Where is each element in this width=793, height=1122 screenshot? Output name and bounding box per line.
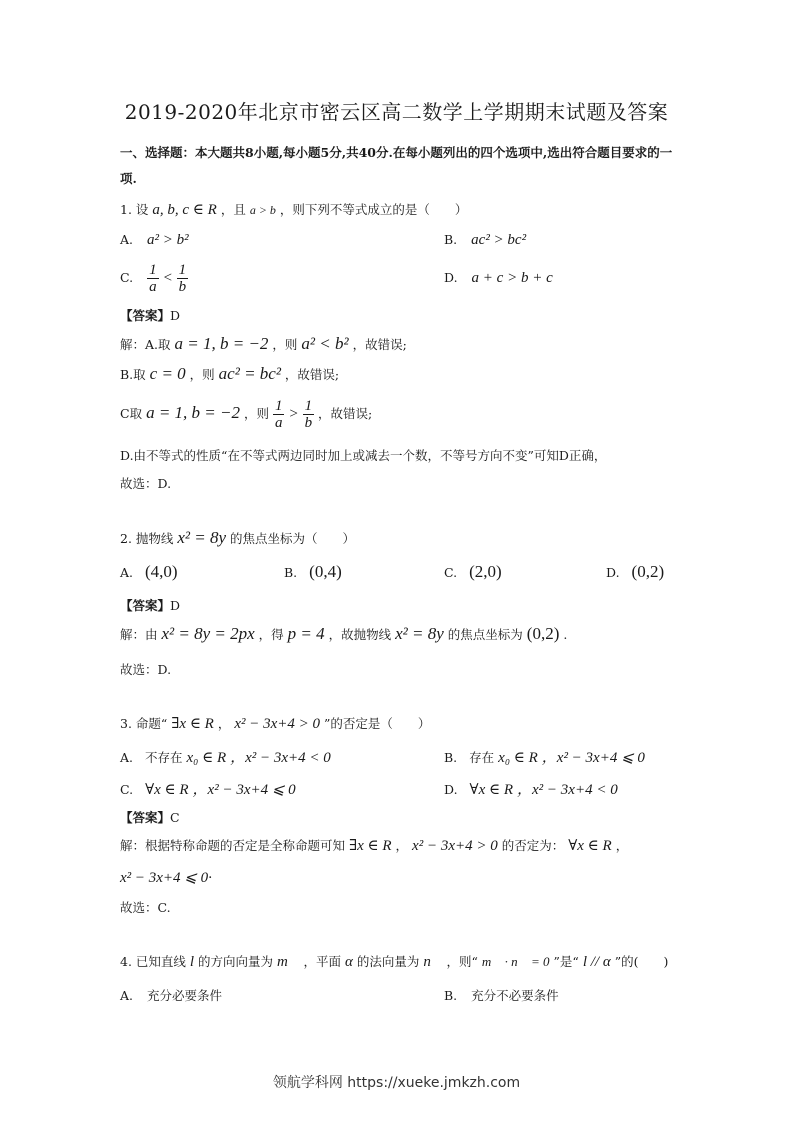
q4-stem-mid4: ，则“ [446,954,478,969]
section-heading: 一、选择题：本大题共8小题,每小题5分,共40分.在每小题列出的四个选项中,选出符合题目要求的一项. [120,145,673,186]
q3-opt-a-math2: ，x² − 3x+4 < 0 [230,750,331,766]
q3-stem-math1: ∃x ∈ R [171,716,214,732]
q3-opt-c-label: C. [120,782,134,797]
q1-opt-c-frac1 [147,262,159,295]
q1-sol1-mid: ，则 [272,337,298,352]
q3-sol-math2: x² − 3x+4 > 0 [412,838,498,854]
q1-opt-b-text: ac² > bc² [471,232,527,248]
q1-answer-value: D [170,308,181,323]
q1-sol1-math2: a² < b² [301,334,349,353]
q3-opt-d-label: D. [444,782,458,797]
q1-solution-a [120,334,407,354]
q3-option-d [444,778,618,799]
q3-option-a [120,746,331,767]
q1-opt-c-den1: a [149,279,157,295]
q3-stem-end: ”的否定是（ ） [324,716,431,731]
q1-opt-c-num1: 1 [149,262,157,278]
q1-sol2-prefix: B.取 [120,367,146,382]
q2-opt-c-label: C. [444,565,458,580]
q2-sol-end: . [563,627,568,642]
q1-sol1-math1: a = 1, b = −2 [174,334,269,353]
q2-stem-end: 的焦点坐标为（ ） [230,531,356,546]
q2-option-d [606,562,664,582]
q4-option-a [120,986,222,1004]
q1-sol1-prefix: 解：A.取 [120,337,171,352]
q3-solution [120,836,628,855]
q2-sol-mid1: ，得 [258,627,284,642]
q3-opt-a-text: 不存在 [145,750,183,765]
q3-opt-d-math2: ，x² − 3x+4 < 0 [517,782,618,798]
q1-sol3-num1: 1 [274,398,283,414]
q2-sol-math1: x² = 8y = 2px [161,624,255,643]
q1-opt-c-label: C. [120,270,134,285]
q2-opt-d-label: D. [606,565,620,580]
q1-option-d [444,270,553,287]
q4-stem-l: l [189,954,195,970]
q3-opt-b-math2: ，x² − 3x+4 ⩽ 0 [541,750,645,766]
q1-sol2-math1: c = 0 [149,364,186,383]
q3-opt-b-text: 存在 [469,750,495,765]
q4-stem-end: ”的( ) [614,954,669,969]
q1-option-a [120,232,189,249]
q2-opt-a-text: (4,0) [145,562,178,581]
q1-solution-c [120,398,372,431]
q3-conclusion: 故选：C. [120,900,171,915]
q1-solution-b [120,364,339,384]
page-footer: 领航学科网 https://xueke.jmkzh.com [272,1075,521,1091]
q3-sol-prefix: 解：根据特称命题的否定是全称命题可知 [120,838,346,853]
q2-opt-b-text: (0,4) [309,562,342,581]
q2-sol-math3: x² = 8y [395,624,444,643]
q3-option-c [120,778,296,799]
q2-option-b [284,562,342,582]
q2-option-c [444,562,502,582]
q1-opt-c-den2: b [178,279,187,295]
q1-opt-c-op: < [162,270,173,286]
q1-sol3-frac1 [273,398,285,431]
q3-answer-value: C [170,810,180,825]
q2-opt-b-label: B. [284,565,298,580]
q2-sol-prefix: 解：由 [120,627,158,642]
q4-stem-prefix: 4. 已知直线 [120,954,186,969]
q2-answer-value: D [170,598,181,613]
q3-sol-math3: ∀x ∈ R [568,838,612,854]
q3-stem-prefix: 3. 命题“ [120,716,168,731]
q2-sol-math2: p = 4 [287,624,325,643]
answer-label: 【答案】 [120,308,171,323]
q4-stem-m: m⃗ [277,954,300,970]
q1-sol2-math2: ac² = bc² [218,364,281,383]
q1-sol3-den2: b [304,415,313,431]
q2-stem-prefix: 2. 抛物线 [120,531,174,546]
q1-sol2-end: ，故错误; [284,367,340,382]
q3-answer [120,808,180,826]
q3-opt-b-math1: x₀ ∈ R [498,750,538,766]
question-1-stem [120,200,467,219]
q1-solution-d: D.由不等式的性质“在不等式两边同时加上或减去一个数，不等号方向不变”可知D正确， [120,448,607,463]
q2-sol-mid2: ，故抛物线 [328,627,392,642]
q1-answer [120,306,180,324]
q2-opt-c-text: (2,0) [469,562,502,581]
page-title: 2019-2020年北京市密云区高二数学上学期期末试题及答案 [124,100,669,124]
q1-stem-prefix: 1. 设 [120,202,149,217]
q2-sol-mid3: 的焦点坐标为 [447,627,523,642]
q1-sol1-end: ，故错误; [352,337,407,352]
q1-opt-a-text: a² > b² [147,232,189,248]
q1-sol3-num2: 1 [304,398,313,414]
q4-opt-b-text: 充分不必要条件 [471,988,559,1003]
q1-opt-c-num2: 1 [178,262,187,278]
q3-opt-c-math2: ，x² − 3x+4 ⩽ 0 [192,782,296,798]
q4-stem-n: n⃗ [423,954,443,970]
q4-stem-mid3: 的法向量为 [356,954,420,969]
q1-sol3-den1: a [274,415,283,431]
q3-opt-b-label: B. [444,750,458,765]
question-3-stem [120,714,430,733]
q1-conclusion: 故选：D. [120,476,172,491]
q3-opt-d-math1: ∀x ∈ R [469,782,514,798]
q1-sol3-prefix: C取 [120,406,143,421]
q4-stem-mid1: 的方向向量为 [198,954,274,969]
q4-opt-a-label: A. [120,988,134,1003]
q4-stem-math1: m⃗ · n⃗ = 0 [481,954,550,969]
q3-stem-mid: ， [217,716,231,731]
question-4-stem [120,952,668,971]
q1-stem-vars: a, b, c ∈ R [152,202,217,218]
q2-opt-d-text: (0,2) [631,562,665,581]
q4-opt-a-text: 充分必要条件 [147,988,223,1003]
q1-opt-d-label: D. [444,270,458,285]
q2-stem-math: x² = 8y [177,528,227,547]
q1-sol3-op: > [288,406,299,422]
q4-stem-mid5: ”是“ [553,954,579,969]
q1-sol3-end: ，故错误; [318,406,373,421]
q1-opt-c-frac2 [177,262,189,295]
q3-opt-a-math1: x₀ ∈ R [186,750,227,766]
q2-solution [120,624,567,644]
q2-opt-a-label: A. [120,565,134,580]
q3-opt-c-math1: ∀x ∈ R [145,782,189,798]
q1-stem-mid: ，且 [220,202,246,217]
q1-option-b [444,232,526,249]
q4-opt-b-label: B. [444,988,458,1003]
q3-sol-mid2: 的否定为： [501,838,565,853]
q1-sol3-frac2 [303,398,315,431]
q4-stem-alpha: α [345,954,353,970]
q4-stem-math2: l // α [582,954,611,970]
q1-sol3-mid: ，则 [243,406,269,421]
question-2-stem [120,528,355,548]
q1-opt-a-label: A. [120,232,134,247]
answer-label: 【答案】 [120,598,171,613]
q3-sol-math1: ∃x ∈ R [349,838,392,854]
q2-conclusion: 故选：D. [120,662,172,677]
q1-sol2-mid: ，则 [189,367,215,382]
q3-sol-mid1: ， [395,838,409,853]
q3-opt-a-label: A. [120,750,134,765]
q2-option-a [120,562,178,582]
q3-stem-math2: x² − 3x+4 > 0 [234,716,321,732]
q1-opt-d-text: a + c > b + c [471,270,553,286]
q1-option-c [120,262,188,295]
q1-stem-cond: a > b [249,203,276,217]
q4-option-b [444,986,559,1004]
q3-option-b [444,746,645,767]
q3-solution-line2: x² − 3x+4 ⩽ 0· [120,870,212,886]
q3-sol-end: ， [615,838,629,853]
q1-opt-b-label: B. [444,232,458,247]
q2-sol-math4: (0,2) [526,624,560,643]
q4-stem-mid2: ，平面 [303,954,342,969]
answer-label: 【答案】 [120,810,171,825]
q1-sol3-math1: a = 1, b = −2 [146,403,240,422]
q2-answer [120,596,180,614]
q1-stem-end: ，则下列不等式成立的是（ ） [279,202,468,217]
